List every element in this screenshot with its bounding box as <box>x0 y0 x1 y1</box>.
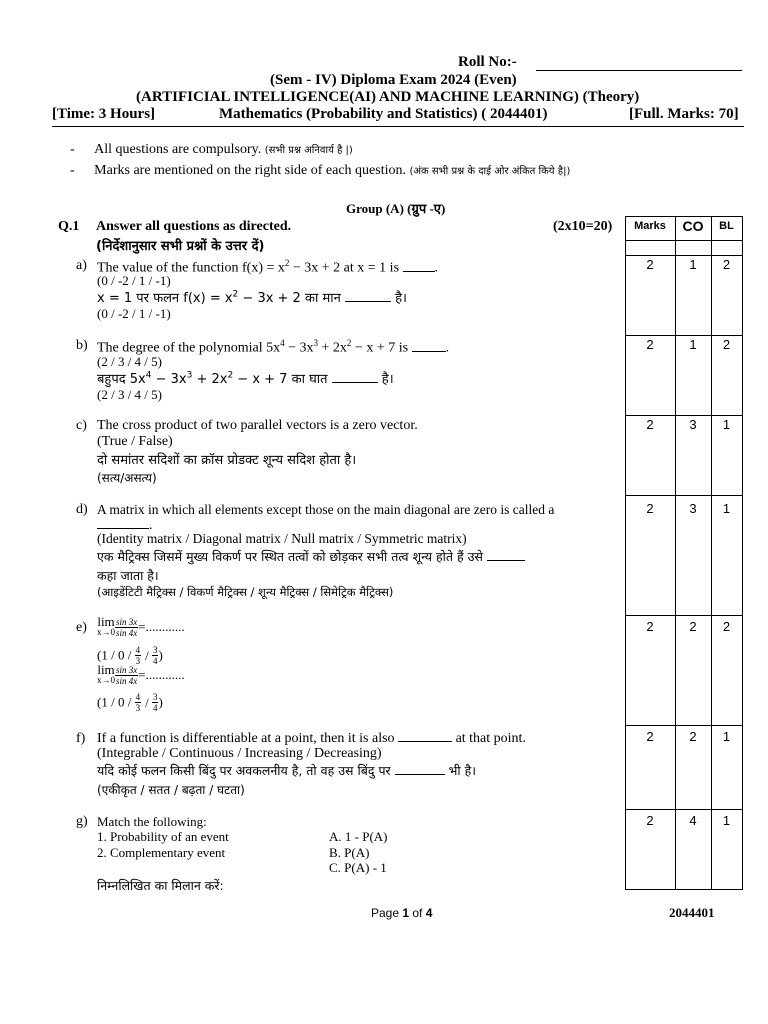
dots: =............ <box>138 667 185 682</box>
q1-instruction-hi: (निर्देशानुसार सभी प्रश्नों के उत्तर दें) <box>96 239 265 254</box>
question-text: एक मैट्रिक्स जिसमें मुख्य विकर्ण पर स्थित तत्वों को छोड़कर सभी तत्व शून्य होते हैं उसे <box>97 549 483 564</box>
question-text: भी है। <box>444 763 477 778</box>
answer-blank <box>487 560 525 561</box>
question-label-e: e) <box>76 620 87 635</box>
question-e-limit-1 <box>97 616 185 638</box>
question-g-hindi: निम्नलिखित का मिलान करें: <box>97 878 224 893</box>
exam-title: (Sem - IV) Diploma Exam 2024 (Even) <box>270 72 517 88</box>
question-text: है। <box>377 372 394 387</box>
question-text: + 2x <box>192 372 228 387</box>
denominator: 4 <box>152 703 158 713</box>
table-border <box>625 216 743 217</box>
page-number <box>371 906 432 920</box>
match-right-b: B. P(A) <box>329 845 370 860</box>
question-text: at that point. <box>452 731 526 746</box>
denominator: 3 <box>135 703 141 713</box>
numerator: sin 3x <box>116 664 138 675</box>
question-d-options-hi: (आइडेंटिटी मैट्रिक्स / विकर्ण मैट्रिक्स / शून्य मैट्रिक्स / सिमेट्रिक मैट्रिक्स) <box>97 585 394 599</box>
question-label-g: g) <box>76 814 88 829</box>
table-header-marks: Marks <box>634 220 666 232</box>
co-cell: 2 <box>689 619 697 634</box>
exponent: 3 <box>186 370 193 381</box>
answer-blank <box>403 271 435 272</box>
exponent: 2 <box>284 258 290 268</box>
table-border <box>625 216 626 890</box>
table-header-co: CO <box>682 218 704 234</box>
instruction-1 <box>70 142 353 158</box>
fraction <box>135 692 142 713</box>
marks-cell: 2 <box>646 337 654 352</box>
table-border <box>742 216 743 890</box>
question-b-hindi <box>97 369 394 387</box>
roll-no-label: Roll No:- <box>458 54 517 70</box>
option-text: / <box>145 694 152 710</box>
page-text: of <box>409 906 426 920</box>
question-label-d: d) <box>76 502 88 517</box>
question-f-hindi <box>97 762 476 779</box>
table-border <box>625 725 743 726</box>
match-right-c: C. P(A) - 1 <box>329 860 387 875</box>
bl-cell: 1 <box>722 417 731 432</box>
question-a-hindi <box>97 288 407 306</box>
question-d-options: (Identity matrix / Diagonal matrix / Null matrix / Symmetric matrix) <box>97 531 467 546</box>
question-b-options: (2 / 3 / 4 / 5) <box>97 354 162 369</box>
question-text: If a function is differentiable at a point, then it is also <box>97 731 395 746</box>
table-header-bl: BL <box>719 220 734 232</box>
bullet: - <box>70 142 75 157</box>
co-cell: 3 <box>689 417 697 432</box>
fraction <box>115 665 138 686</box>
question-f-options-hi: (एकीकृत / सतत / बढ़ता / घटता) <box>97 783 245 797</box>
question-text: − 3x + 2 का मान <box>238 291 345 306</box>
denominator: 3 <box>135 656 141 666</box>
fraction <box>135 645 142 666</box>
exponent: 4 <box>280 338 285 348</box>
marks-co-bl-table <box>625 216 743 890</box>
marks-cell: 2 <box>646 729 654 744</box>
instruction-2 <box>70 163 570 179</box>
bl-cell: 2 <box>722 619 731 634</box>
numerator: 4 <box>135 645 141 655</box>
question-text: . <box>434 260 439 276</box>
question-d-text: A matrix in which all elements except those on the main diagonal are zero is called a <box>97 502 555 517</box>
paper-code: 2044401 <box>669 905 715 920</box>
question-text: − x + 7 is <box>351 340 412 356</box>
answer-blank <box>412 351 446 352</box>
answer-blank <box>345 301 391 302</box>
co-cell: 3 <box>689 501 697 516</box>
marks-cell: 2 <box>646 619 654 634</box>
bl-cell: 1 <box>722 729 731 744</box>
full-marks-label: [Full. Marks: 70] <box>629 106 739 122</box>
page-total: 4 <box>425 906 433 920</box>
question-label-b: b) <box>76 338 88 353</box>
bl-cell: 1 <box>722 501 731 516</box>
answer-blank <box>97 528 149 529</box>
question-label-c: c) <box>76 418 87 433</box>
question-c-text: The cross product of two parallel vectors is a zero vector. <box>97 418 418 433</box>
q1-marks: (2x10=20) <box>553 219 613 234</box>
question-c-hindi: दो समांतर सदिशों का क्रॉस प्रोडक्ट शून्य सदिश होता है। <box>97 453 357 468</box>
bl-cell: 2 <box>722 337 731 352</box>
question-c-options-hi: (सत्य/असत्य) <box>97 471 157 485</box>
question-f-options: (Integrable / Continuous / Increasing / Decreasing) <box>97 746 382 761</box>
question-label-f: f) <box>76 731 86 746</box>
answer-blank <box>398 741 452 742</box>
table-border <box>625 889 743 890</box>
exponent: 2 <box>232 289 239 300</box>
question-text: The value of the function f(x) = x <box>97 260 285 276</box>
numerator: 3 <box>152 645 158 655</box>
question-f-text <box>97 731 526 747</box>
limit-operator <box>97 616 115 638</box>
header-divider <box>52 126 744 127</box>
question-d-hindi-2: कहा जाता है। <box>97 568 159 583</box>
time-label: [Time: 3 Hours] <box>52 106 156 122</box>
table-border <box>625 415 743 416</box>
question-number: Q.1 <box>58 219 80 234</box>
question-text: − 3x + 2 at x = 1 is <box>289 260 403 276</box>
question-text: − 3x <box>284 340 314 356</box>
question-a-options: (0 / -2 / 1 / -1) <box>97 273 171 288</box>
co-cell: 4 <box>689 813 697 828</box>
match-left-2: 2. Complementary event <box>97 845 226 860</box>
question-text: बहुपद 5x <box>97 372 146 387</box>
denominator: sin 4x <box>116 627 138 638</box>
question-text: − 3x <box>151 372 187 387</box>
fraction <box>115 617 138 638</box>
lim-subscript: x→0 <box>97 675 115 685</box>
bl-cell: 2 <box>722 257 731 272</box>
table-border <box>675 216 676 890</box>
numerator: 4 <box>135 692 141 702</box>
subject-title: Mathematics (Probability and Statistics) ( 2044401) <box>219 106 548 122</box>
question-text: . <box>445 340 450 356</box>
answer-blank <box>395 774 445 775</box>
question-c-options: (True / False) <box>97 434 173 449</box>
question-text: यदि कोई फलन किसी बिंदु पर अवकलनीय है, तो वह उस बिंदु पर <box>97 763 391 778</box>
question-g-text: Match the following: <box>97 814 207 829</box>
table-border <box>711 216 712 890</box>
co-cell: 1 <box>689 337 697 352</box>
question-b-options-hi: (2 / 3 / 4 / 5) <box>97 387 162 402</box>
question-d-hindi <box>97 548 525 565</box>
bullet: - <box>70 163 75 178</box>
numerator: 3 <box>152 692 158 702</box>
roll-no-line <box>536 70 742 71</box>
table-border <box>625 495 743 496</box>
match-right-a: A. 1 - P(A) <box>329 829 388 844</box>
exponent: 3 <box>313 338 319 348</box>
exponent: 2 <box>227 370 234 381</box>
marks-cell: 2 <box>646 257 654 272</box>
instruction-en: All questions are compulsory. <box>94 142 262 157</box>
option-text: (1 / 0 / <box>97 694 135 710</box>
question-text: − x + 7 का घात <box>233 372 332 387</box>
option-text: / <box>145 647 152 663</box>
marks-cell: 2 <box>646 417 654 432</box>
lim-text: lim <box>97 662 115 677</box>
q1-instruction-en: Answer all questions as directed. <box>96 219 292 234</box>
instruction-hi: (सभी प्रश्न अनिवार्य है |) <box>264 145 353 156</box>
question-text: x = 1 पर फलन f(x) = x <box>97 291 233 306</box>
marks-cell: 2 <box>646 501 654 516</box>
option-text: ) <box>158 647 163 663</box>
question-text: The degree of the polynomial 5x <box>97 340 281 356</box>
lim-subscript: x→0 <box>97 627 115 637</box>
course-title: (ARTIFICIAL INTELLIGENCE(AI) AND MACHINE LEARNING) (Theory) <box>136 89 640 105</box>
page-current: 1 <box>402 906 410 920</box>
question-text: . <box>149 518 153 533</box>
table-border <box>625 335 743 336</box>
question-text: + 2x <box>318 340 347 356</box>
option-text: (1 / 0 / <box>97 647 135 663</box>
question-text: है। <box>390 291 407 306</box>
question-label-a: a) <box>76 258 87 273</box>
instruction-hi: (अंक सभी प्रश्न के दाई ओर अंकित किये है|) <box>409 166 571 177</box>
question-a-options-hi: (0 / -2 / 1 / -1) <box>97 306 171 321</box>
marks-cell: 2 <box>646 813 654 828</box>
table-border <box>625 255 743 256</box>
page-text: Page <box>371 906 403 920</box>
lim-text: lim <box>97 614 115 629</box>
denominator: sin 4x <box>116 675 138 686</box>
option-text: ) <box>158 694 163 710</box>
table-border <box>625 615 743 616</box>
bl-cell: 1 <box>722 813 731 828</box>
instruction-en: Marks are mentioned on the right side of each question. <box>94 163 406 178</box>
table-border <box>625 809 743 810</box>
co-cell: 1 <box>689 257 697 272</box>
dots: =............ <box>138 619 185 634</box>
exponent: 4 <box>145 370 152 381</box>
co-cell: 2 <box>689 729 697 744</box>
answer-blank <box>332 382 378 383</box>
table-border <box>625 240 743 241</box>
question-e-options-2 <box>97 692 163 713</box>
denominator: 4 <box>152 656 158 666</box>
question-e-limit-2 <box>97 664 185 686</box>
exponent: 2 <box>346 338 352 348</box>
numerator: sin 3x <box>116 616 138 627</box>
match-left-1: 1. Probability of an event <box>97 829 229 844</box>
group-heading: Group (A) (ग्रुप -ए) <box>346 201 446 216</box>
limit-operator <box>97 664 115 686</box>
